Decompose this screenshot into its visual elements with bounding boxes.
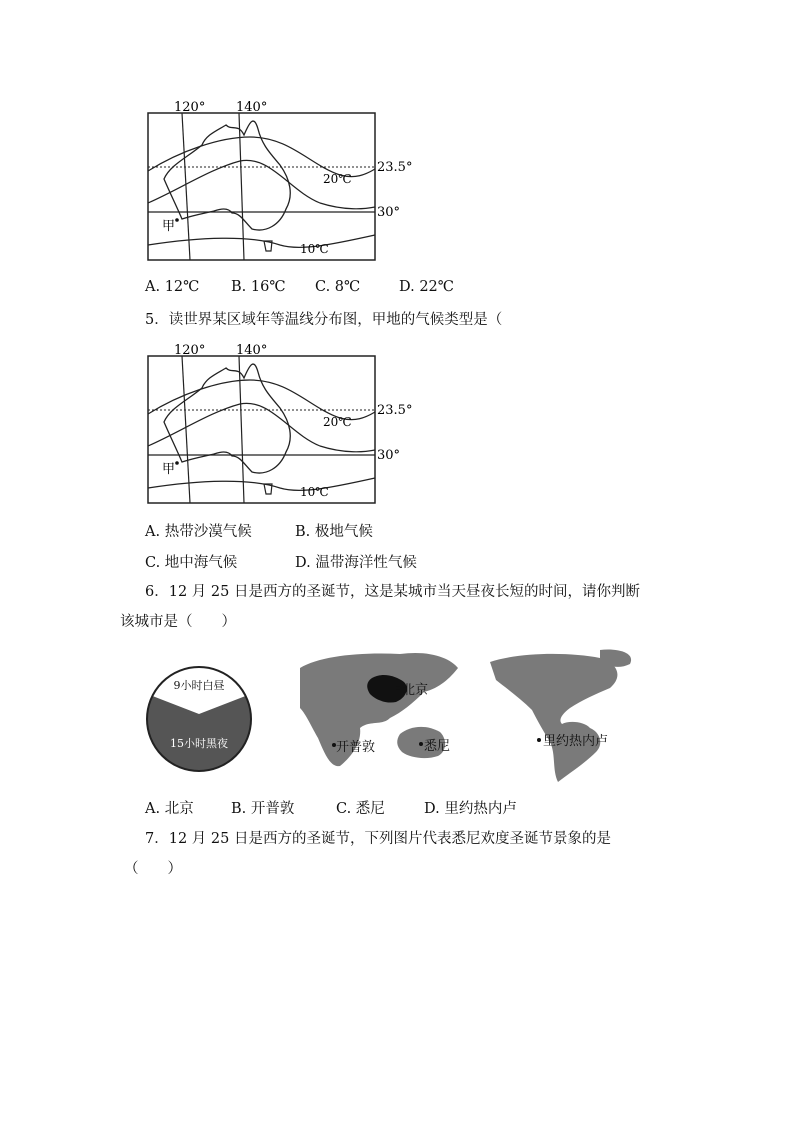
q6-option-d[interactable]: D. 里约热内卢: [424, 801, 517, 817]
isotherm-10c-label: 10℃: [300, 485, 329, 499]
sydney-marker: [419, 742, 423, 746]
tropic-label: 23.5°: [377, 403, 413, 418]
q4-option-c[interactable]: C. 8℃: [315, 279, 361, 295]
beijing-marker: [396, 686, 400, 690]
isotherm-10c: [148, 478, 375, 490]
longitude-140-label: 140°: [236, 100, 268, 115]
q5-option-d[interactable]: D. 温带海洋性气候: [295, 555, 417, 571]
longitude-140-label: 140°: [236, 343, 268, 358]
isotherm-20c-label: 20℃: [323, 415, 352, 429]
world-map: [300, 648, 672, 785]
q6-option-b[interactable]: B. 开普敦: [231, 801, 295, 817]
isotherm-map-2: [140, 338, 420, 508]
isotherm-10c-label: 10℃: [300, 242, 329, 256]
day-night-pie: [143, 663, 255, 775]
isotherm-20c-label: 20℃: [323, 172, 352, 186]
q4-option-a[interactable]: A. 12℃: [145, 279, 200, 295]
q4-option-d[interactable]: D. 22℃: [399, 279, 454, 295]
point-jia-label: 甲: [162, 219, 176, 234]
q5-option-a[interactable]: A. 热带沙漠气候: [145, 524, 252, 540]
city-label-rio: 里约热内卢: [543, 734, 609, 749]
longitude-120-label: 120°: [174, 343, 206, 358]
point-jia-label: 甲: [162, 462, 176, 477]
q6-stem-line1: 6．12 月 25 日是西方的圣诞节，这是某城市当天昼夜长短的时间，请你判断: [145, 584, 640, 600]
isotherm-map-1: [140, 95, 420, 265]
pie-day-label: 9小时白昼: [173, 679, 225, 692]
point-jia-marker: [175, 218, 179, 222]
meridian-120: [182, 113, 190, 260]
q5-option-c[interactable]: C. 地中海气候: [145, 555, 238, 571]
q6-option-a[interactable]: A. 北京: [145, 801, 194, 817]
rio-marker: [537, 738, 541, 742]
isotherm-20c: [148, 137, 375, 177]
tropic-label: 23.5°: [377, 160, 413, 175]
point-jia-marker: [175, 461, 179, 465]
latitude-30-label: 30°: [377, 448, 401, 463]
q7-stem-line1: 7．12 月 25 日是西方的圣诞节，下列图片代表悉尼欢度圣诞节景象的是: [145, 831, 611, 847]
longitude-120-label: 120°: [174, 100, 206, 115]
q4-option-b[interactable]: B. 16℃: [231, 279, 286, 295]
isotherm-20c: [148, 380, 375, 420]
isotherm-10c: [148, 235, 375, 247]
pie-night-label: 15小时黑夜: [170, 737, 228, 750]
meridian-120: [182, 356, 190, 503]
city-label-beijing: 北京: [402, 683, 429, 698]
q7-stem-line2: （ ）: [124, 861, 182, 877]
q5-stem: 5．读世界某区域年等温线分布图，甲地的气候类型是（: [145, 312, 503, 328]
city-label-capetown: 开普敦: [336, 740, 376, 755]
q6-stem-line2: 该城市是（ ）: [120, 614, 236, 630]
q5-option-b[interactable]: B. 极地气候: [295, 524, 373, 540]
city-label-sydney: 悉尼: [424, 739, 451, 754]
q6-option-c[interactable]: C. 悉尼: [336, 801, 385, 817]
latitude-30-label: 30°: [377, 205, 401, 220]
